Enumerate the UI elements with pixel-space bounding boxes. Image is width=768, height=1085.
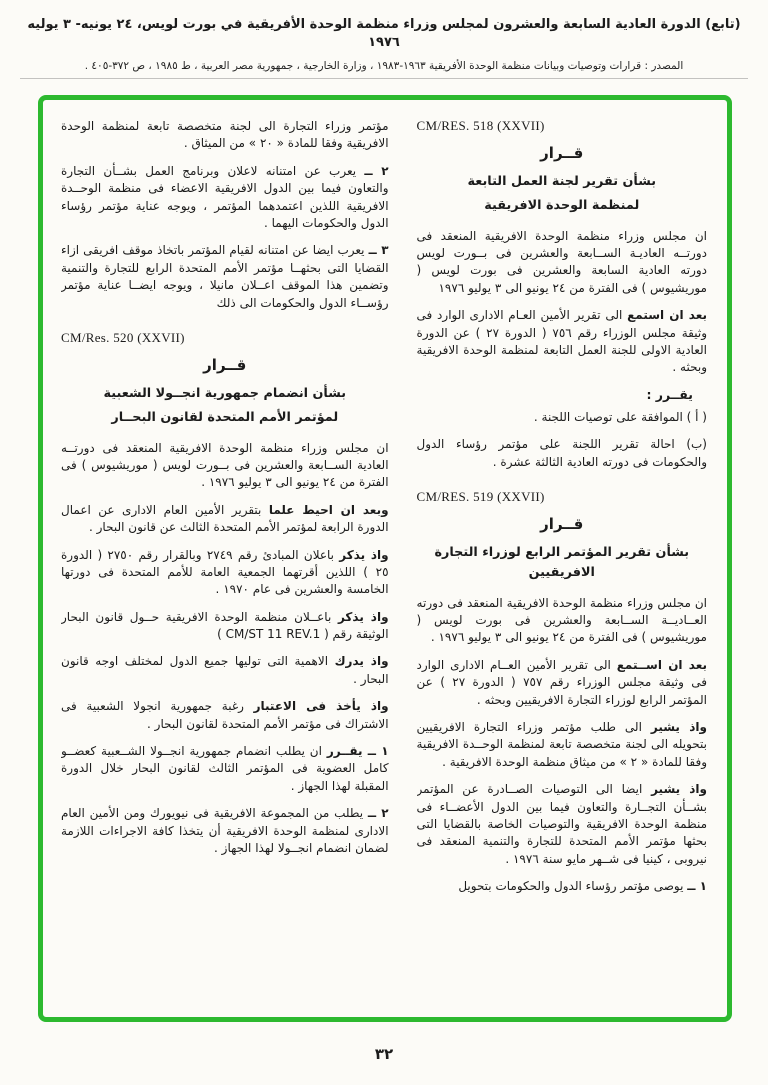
doc-reference: CM/RES. 518 (XXVII) — [416, 118, 545, 133]
header-source-line: المصدر : قرارات وتوصيات وبيانات منظمة الوحدة الأفريقية ١٩٦٣-١٩٨٣ ، وزارة الخارجية ، جمهورية مصر العربية ، ط ١٩٨٥ ، ص ٣٧٢-٤٠٥ . — [20, 60, 748, 79]
paragraph-lead: ١ ــ — [687, 879, 707, 894]
paragraph — [61, 609, 389, 644]
paragraph-text: الاهمية التى توليها جميع الدول لمختلف اوجه قانون البحار . — [61, 654, 389, 686]
paragraph — [417, 307, 707, 377]
paragraph — [417, 878, 707, 895]
paragraph — [417, 719, 707, 771]
column-right — [417, 118, 707, 1007]
paragraph — [61, 242, 389, 312]
paragraph — [61, 653, 389, 688]
decides-label: يقــرر : — [646, 386, 693, 402]
paragraph-text: يوصى مؤتمر رؤساء الدول والحكومات بتحويل — [458, 879, 688, 894]
paragraph-text: يطلب من المجموعة الافريقية فى نيويورك ومن الأمين العام الادارى لمنظمة الوحدة الافريقية أن يتخذا كافة الاجراءات اللازمة لضمان انضمام انجــولا لهذا الجهاز . — [61, 806, 389, 855]
resolution-title: قــرار — [540, 144, 584, 162]
page-number: ٣٢ — [374, 1045, 394, 1063]
resolution-title: قــرار — [203, 355, 247, 374]
paragraph: (ب) احالة تقرير اللجنة على مؤتمر رؤساء الدول والحكومات فى دورته العادية الثالثة عشرة . — [416, 437, 707, 469]
resolution-subtitle: بشأن انضمام جمهورية انجــولا الشعبية — [103, 385, 347, 401]
paragraph-lead: وبعد ان احيط علما — [268, 502, 389, 517]
paragraph: ان مجلس وزراء منظمة الوحدة الافريقية المنعقد فى دورتــه العاديـة الســابعة والعشرين فى بــورت لويس دورته العادية السابعة والعشرين فى بورت لويس ( موريشيوس ) فى الفترة من ٢٤ يونيو الى ٣ يوليو ١٩٧٦ — [416, 228, 707, 295]
paragraph-lead: بعد ان اســتمع — [616, 657, 707, 672]
paragraph-text: الى تقرير الأمين العــام الادارى الوارد فى وثيقة مجلس الوزراء رقم ٧٥٧ ( الدورة ٢٧ ) عن المؤتمر الرابع لوزراء التجارة الافريقيين وبحثه . — [416, 657, 707, 707]
resolution-subtitle: لمؤتمر الأمم المتحدة لقانون البحــار — [111, 409, 339, 425]
paragraph-lead: واذ يشير — [651, 782, 707, 797]
paragraph: مؤتمر وزراء التجارة الى لجنة متخصصة تابعة لمنظمة الوحدة الافريقية وفقا للمادة « ٢٠ » من الميثاق . — [61, 119, 389, 151]
paragraph-lead: بعد ان استمع — [627, 308, 707, 323]
paragraph-lead: واذ يشير — [650, 719, 707, 734]
column-left — [61, 118, 389, 1007]
paragraph — [61, 743, 389, 795]
paragraph-text: ان يطلب انضمام جمهورية انجــولا الشــعبية كعضــو كامل العضوية فى المؤتمر الثالث لقانون البحار خلال الدورة المقبلة لهذا الجهاز . — [61, 744, 389, 793]
paragraph-text: يعرب ايضا عن امتنانه لقيام المؤتمر باتخاذ موقف افريقى ازاء القضايا التى بحثهــا مؤتمر الأمم المتحدة الرابع للتجارة والتنمية وتضمين هذا الموقف اعــلان مانيلا ، ويوجه ايضــا عناية مؤتمر رؤســاء الدول والحكومات الى ذلك — [61, 243, 389, 310]
paragraph-text: الى طلب مؤتمر وزراء التجارة الافريقيين بتحويله الى لجنة متخصصة تابعة لمنظمة الوحــدة الافريقية وفقا للمادة « ٢ » من ميثاق منظمة الوحدة الافريقية . — [416, 719, 707, 769]
paragraph-lead: واذ يذكر — [339, 547, 389, 562]
paragraph-text: باعــلان منظمة الوحدة الافريقية حــول قانون البحار الوثيقة رقم ( CM/ST 11 REV.1 ) — [61, 609, 389, 642]
paragraph-lead: ١ ــ يقــرر — [326, 744, 389, 759]
paragraph-text: باعلان المبادئ رقم ٢٧٤٩ وبالقرار رقم ٢٧٥٠ ( الدورة ٢٥ ) اللذين أقرتهما الجمعية العامة للأمم المتحدة فى دورتها الخامسة والعشرين فى عام ١٩٧٠ . — [61, 547, 389, 597]
paragraph — [61, 163, 389, 233]
paragraph — [61, 502, 389, 537]
paragraph-lead: واذ يذكر — [337, 609, 389, 624]
paragraph-text: رغبة جمهورية انجولا الشعبية فى الاشتراك فى مؤتمر الأمم المتحدة لقانون البحار . — [61, 699, 389, 731]
page-header — [20, 16, 748, 79]
paragraph — [417, 781, 707, 868]
green-frame — [38, 95, 732, 1022]
paragraph — [417, 657, 707, 709]
paragraph: ان مجلس وزراء منظمة الوحدة الافريقية المنعقد فى دورتــه العادية الســابعة والعشرين فى بــورت لويس ( موريشيوس ) فى الفترة من ٢٤ يونيو الى ٣ يوليو ١٩٧٦ . — [61, 440, 389, 490]
resolution-subtitle: بشأن تقرير لجنة العمل التابعة — [467, 174, 657, 189]
resolution-subtitle: بشأن تقرير المؤتمر الرابع لوزراء التجارة الافريقيين — [434, 544, 690, 580]
paragraph-lead: ٣ ــ — [368, 243, 389, 258]
doc-reference: CM/Res. 520 (XXVII) — [61, 329, 185, 345]
paragraph: ان مجلس وزراء منظمة الوحدة الافريقية المنعقد فى دورته العــاديــة الســابعة والعشرين فى بورت لويس ( موريشيوس ) فى الفترة من ٢٤ يونيو الى ٣ يوليو ١٩٧٦ . — [416, 595, 707, 645]
paragraph-lead: ٢ ــ — [367, 806, 389, 821]
paragraph-text: ايضا الى التوصيات الصــادرة عن المؤتمر بشــأن التجــارة والتعاون فيما بين الدول الأعضــاء فى منظمة الوحدة الافريقية والتوصيات الخاصة بالقضايا التى بحثها مؤتمر الأمم المتحدة للتجارة والتنمية المنعقد فى نيروبى ، كينيا فى شــهر مايو سنة ١٩٧٦ . — [416, 782, 707, 866]
resolution-title: قــرار — [540, 514, 584, 533]
paragraph — [61, 547, 389, 599]
resolution-subtitle: لمنظمة الوحدة الافريقية — [484, 197, 640, 213]
paragraph-lead: واذ يأخذ فى الاعتبار — [253, 699, 389, 714]
paragraph-text: بتقرير الأمين العام الادارى عن اعمال الدورة الرابعة لمؤتمر الأمم المتحدة الثالث عن قانون البحار . — [61, 502, 389, 535]
paragraph-text: يعرب عن امتنانه لاعلان وبرنامج العمل بشــأن التجارة والتعاون فيما بين الدول الافريقية الاعضاء فى منظمة الوحــدة الافريقية اللذين اعتمدهما المؤتمر ، ويوجه عناية مؤتمر رؤساء الدول والحكومات اليهما . — [61, 163, 389, 230]
paragraph-lead: ٢ ــ — [364, 163, 389, 178]
paragraph — [61, 805, 389, 857]
doc-reference: CM/RES. 519 (XXVII) — [416, 488, 545, 504]
paragraph — [61, 698, 389, 733]
text-columns — [61, 118, 707, 1007]
paragraph: ( أ ) الموافقة على توصيات اللجنة . — [533, 409, 707, 424]
paragraph-text: الى تقرير الأمين العـام الادارى الوارد فى وثيقة مجلس الوزراء رقم ٧٥٦ ( الدورة ٢٧ ) عن الدورة العادية الاولى للجنة العمل التابعة لمنظمة الوحدة الافريقية وبحثه . — [416, 308, 707, 375]
paragraph-lead: واذ يدرك — [334, 654, 389, 669]
header-title: (تابع) الدورة العادية السابعة والعشرون لمجلس وزراء منظمة الوحدة الأفريقية في بورت لويس، ٢٤ يونيه- ٣ يوليه ١٩٧٦ — [27, 17, 741, 51]
